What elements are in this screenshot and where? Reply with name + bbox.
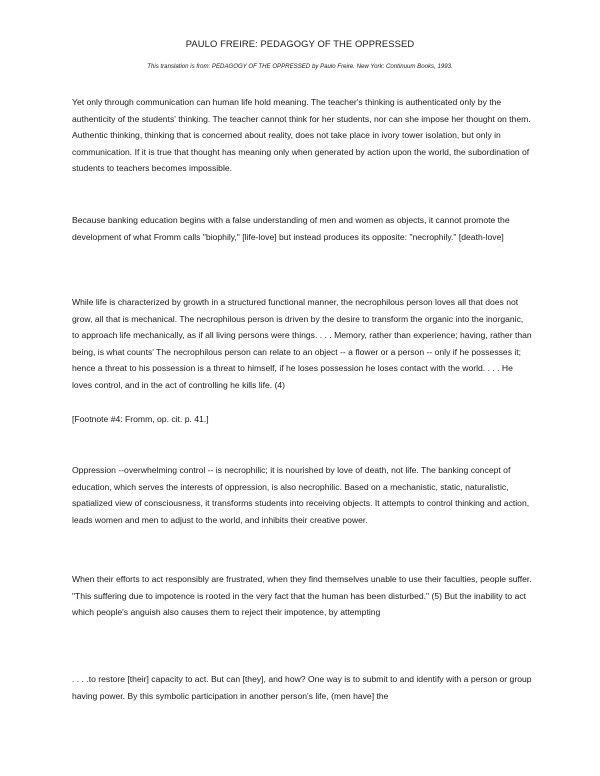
paragraph-oppression: Oppression --overwhelming control -- is necrophilic; it is nourished by love of death, not life. The banking concept of education, which serves the interests of oppression, is also necrophilic. Based on a mechanistic, static, naturalistic, spatialized view of consciousness, it transforms students into receiving objects. It attempts to control thinking and action, leads women and men to adjust to the world, and inhibits their creative power. (72, 465, 530, 525)
footnote: [Footnote #4: Fromm, op. cit. p. 41.] (72, 414, 209, 424)
paragraph-banking-education: Because banking education begins with a false understanding of men and women as objects, it cannot promote the development of what Fromm calls "biophily," [life-love] but instead produces its opposite: "necrophily." [death-love] (72, 215, 510, 242)
paragraph-frustrated-efforts: When their efforts to act responsibly are frustrated, when they find themselves unable to use their faculties, people suffer. "This suffering due to impotence is rooted in the very fact that the human has been disturbed." (5) But the inability to act which people's anguish also causes them to reject their impotence, by attempting (72, 574, 532, 617)
source-note: This translation is from: PEDAGOGY OF THE OPPRESSED by Paulo Freire. New York: Continuum Books, 1993. (147, 63, 453, 70)
paragraph-communication: Yet only through communication can human life hold meaning. The teacher's thinking is authenticated only by the authenticity of the students' thinking. The teacher cannot think for her students, nor can she impose her thought on them. Authentic thinking, thinking that is concerned about reality, does not take place in ivory tower isolation, but only in communication. If it is true that thought has meaning only when generated by action upon the world, the subordination of students to teachers becomes impossible. (72, 97, 531, 173)
paragraph-necrophilous-person: While life is characterized by growth in a structured functional manner, the necrophilous person loves all that does not grow, all that is mechanical. The necrophilous person is driven by the desire to transform the organic into the inorganic, to approach life mechanically, as if all living persons were things. . . . Memory, rather than experience; having, rather than being, is what counts' The necrophilous person can relate to an object -- a flower or a person -- only if he possesses it; hence a threat to his possession is a threat to himself, if he loses possession he loses contact with the world. . . . He loves control, and in the act of controlling he kills life. (4) (72, 297, 532, 390)
page-title: PAULO FREIRE: PEDAGOGY OF THE OPPRESSED (185, 38, 415, 49)
paragraph-restore-capacity: . . . .to restore [their] capacity to act. But can [they], and how? One way is to submit to and identify with a person or group having power. By this symbolic participation in another person's life, (men have] the (72, 674, 532, 701)
